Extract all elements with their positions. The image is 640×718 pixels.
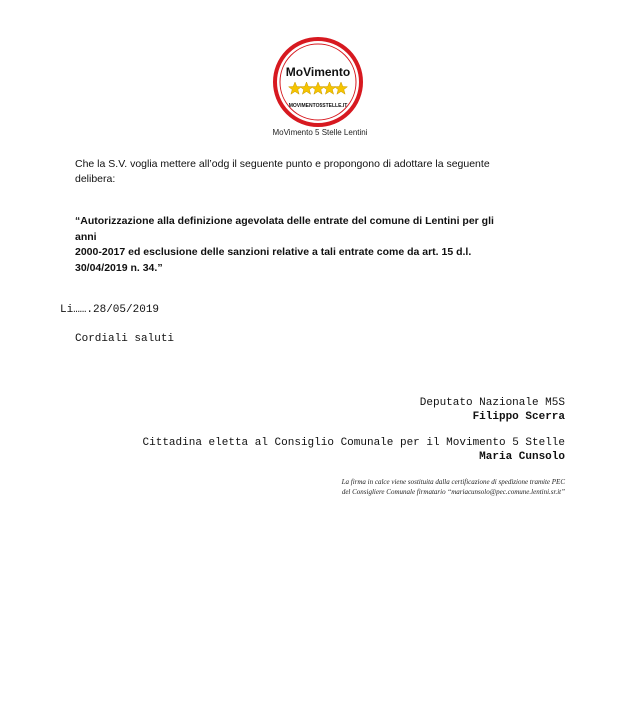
closing-greeting: Cordiali saluti	[75, 333, 175, 345]
motion-text	[75, 214, 505, 276]
logo-wordmark: MoVimento	[285, 65, 351, 79]
intro-line: Che la S.V. voglia mettere all’odg il seguente punto e propongono di adottare la seguente	[75, 158, 490, 170]
signature-councillor	[143, 436, 565, 464]
note-line: La firma in calce viene sostituita dalla certificazione di spedizione tramite PEC	[341, 478, 565, 486]
pec-signature-note	[342, 477, 565, 497]
signature-name: Filippo Scerra	[472, 411, 565, 423]
signature-name: Maria Cunsolo	[479, 451, 565, 463]
signature-role: Deputato Nazionale M5S	[419, 397, 565, 409]
note-line: del Consigliere Comunale firmatario “mariacunsolo@pec.comune.lentini.sr.it”	[341, 488, 565, 496]
movimento-5-stelle-logo	[272, 36, 364, 128]
intro-paragraph	[75, 157, 535, 187]
motion-line: 30/04/2019 n. 34.”	[75, 261, 163, 274]
logo-url: MOVIMENTO5STELLE.IT	[288, 103, 348, 109]
intro-line: delibera:	[75, 173, 116, 185]
organization-name: MoVimento 5 Stelle Lentini	[272, 128, 368, 137]
signature-role: Cittadina eletta al Consiglio Comunale per il Movimento 5 Stelle	[142, 437, 565, 449]
letter-date: Li…….28/05/2019	[60, 304, 160, 316]
motion-line: “Autorizzazione alla definizione agevolata delle entrate del comune di Lentini per gli anni	[75, 215, 494, 243]
signature-deputy	[420, 396, 565, 424]
motion-line: 2000-2017 ed esclusione delle sanzioni relative a tali entrate come da art. 15 d.l.	[75, 246, 472, 258]
